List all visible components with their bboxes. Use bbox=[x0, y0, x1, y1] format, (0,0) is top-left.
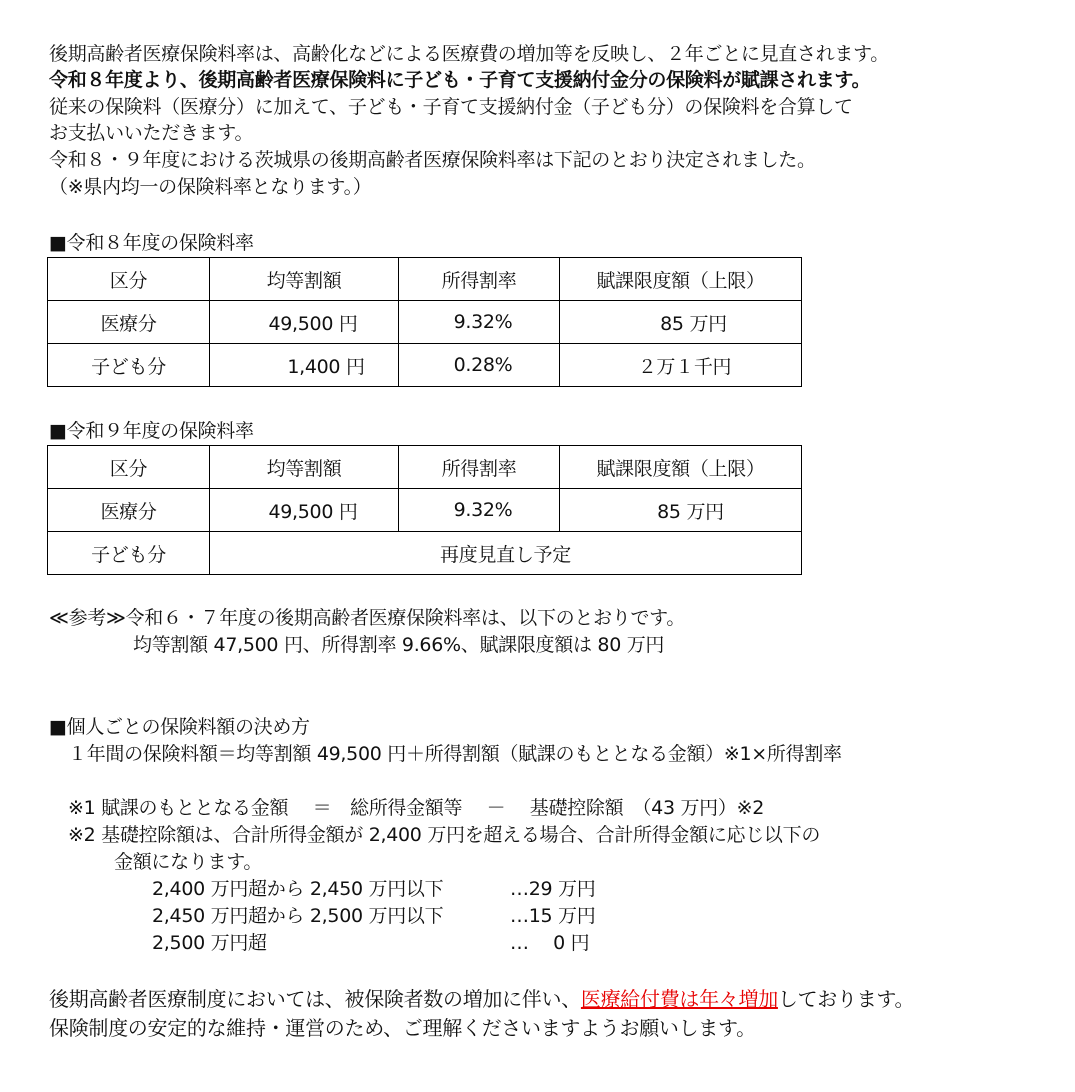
bracket-amount: …29 万円 bbox=[510, 878, 596, 900]
bracket-range: 2,500 万円超 bbox=[152, 932, 267, 954]
table-cell bbox=[399, 344, 560, 387]
closing-highlight: 医療給付費は年々増加 bbox=[580, 987, 778, 1011]
table-row bbox=[48, 532, 802, 575]
header-cell: 均等割額 bbox=[210, 258, 399, 301]
table-header-row bbox=[48, 258, 802, 301]
header-cell: 賦課限度額（上限） bbox=[560, 258, 802, 301]
table-r8-heading: ■令和８年度の保険料率 bbox=[49, 232, 254, 254]
table-cell: 医療分 bbox=[48, 489, 210, 532]
cell-value: 49,500 円 bbox=[268, 312, 358, 335]
header-cell: 区分 bbox=[48, 446, 210, 489]
header-cell: 均等割額 bbox=[210, 446, 399, 489]
intro-line-4: お支払いいただきます。 bbox=[49, 122, 254, 144]
intro-line-1: 後期高齢者医療保険料率は、高齢化などによる医療費の増加等を反映し、２年ごとに見直されます。 bbox=[49, 43, 889, 65]
cell-value: 85 万円 bbox=[660, 312, 727, 335]
table-row bbox=[48, 344, 802, 387]
method-note-2b: 金額になります。 bbox=[114, 851, 263, 873]
method-note-2a: ※2 基礎控除額は、合計所得金額が 2,400 万円を超える場合、合計所得金額に応じ以下の bbox=[68, 824, 821, 846]
table-cell bbox=[560, 301, 802, 344]
intro-line-2: 令和８年度より、後期高齢者医療保険料に子ども・子育て支援納付金分の保険料が賦課されます。 bbox=[49, 69, 871, 91]
bracket-range: 2,450 万円超から 2,500 万円以下 bbox=[152, 905, 444, 927]
bracket-amount: …15 万円 bbox=[510, 905, 596, 927]
header-cell: 所得割率 bbox=[399, 258, 560, 301]
intro-line-5: 令和８・９年度における茨城県の後期高齢者医療保険料率は下記のとおり決定されました。 bbox=[49, 149, 816, 171]
intro-line-3: 従来の保険料（医療分）に加えて、子ども・子育て支援納付金（子ども分）の保険料を合算して bbox=[49, 96, 853, 118]
table-cell: 医療分 bbox=[48, 301, 210, 344]
header-cell: 所得割率 bbox=[399, 446, 560, 489]
reference-line-1: ≪参考≫令和６・７年度の後期高齢者医療保険料率は、以下のとおりです。 bbox=[49, 607, 686, 629]
table-header-row bbox=[48, 446, 802, 489]
cell-value: 85 万円 bbox=[657, 500, 724, 523]
table-row bbox=[48, 489, 802, 532]
table-merged-cell: 再度見直し予定 bbox=[210, 532, 802, 575]
cell-value: 1,400 円 bbox=[287, 355, 365, 378]
cell-value: 0.28% bbox=[453, 354, 513, 376]
rate-table-r8 bbox=[47, 257, 802, 387]
rate-table-r9 bbox=[47, 445, 802, 575]
table-cell bbox=[560, 344, 802, 387]
method-note-1: ※1 賦課のもととなる金額 ＝ 総所得金額等 － 基礎控除額 （43 万円）※2 bbox=[68, 797, 764, 819]
intro-line-6: （※県内均一の保険料率となります。） bbox=[49, 176, 372, 198]
cell-value: ２万１千円 bbox=[637, 355, 732, 378]
table-row bbox=[48, 301, 802, 344]
table-cell bbox=[399, 301, 560, 344]
table-cell bbox=[210, 344, 399, 387]
method-formula: １年間の保険料額＝均等割額 49,500 円＋所得割額（賦課のもととなる金額）※1×所得割率 bbox=[68, 743, 842, 765]
table-cell: 子ども分 bbox=[48, 344, 210, 387]
table-cell bbox=[560, 489, 802, 532]
table-r9-heading: ■令和９年度の保険料率 bbox=[49, 420, 254, 442]
bracket-amount: … 0 円 bbox=[510, 932, 590, 954]
table-cell bbox=[210, 301, 399, 344]
cell-value: 9.32% bbox=[453, 499, 513, 521]
closing-text-pre: 後期高齢者医療制度においては、被保険者数の増加に伴い、 bbox=[49, 987, 581, 1011]
cell-value: 49,500 円 bbox=[268, 500, 358, 523]
table-cell bbox=[399, 489, 560, 532]
bracket-range: 2,400 万円超から 2,450 万円以下 bbox=[152, 878, 444, 900]
reference-line-2: 均等割額 47,500 円、所得割率 9.66%、賦課限度額は 80 万円 bbox=[133, 634, 665, 656]
table-cell: 子ども分 bbox=[48, 532, 210, 575]
method-heading: ■個人ごとの保険料額の決め方 bbox=[49, 716, 310, 738]
closing-line-1 bbox=[49, 987, 914, 1011]
cell-value: 9.32% bbox=[453, 311, 513, 333]
closing-line-2: 保険制度の安定的な維持・運営のため、ご理解くださいますようお願いします。 bbox=[49, 1016, 756, 1040]
table-cell bbox=[210, 489, 399, 532]
closing-text-post: しております。 bbox=[777, 987, 915, 1011]
header-cell: 賦課限度額（上限） bbox=[560, 446, 802, 489]
header-cell: 区分 bbox=[48, 258, 210, 301]
